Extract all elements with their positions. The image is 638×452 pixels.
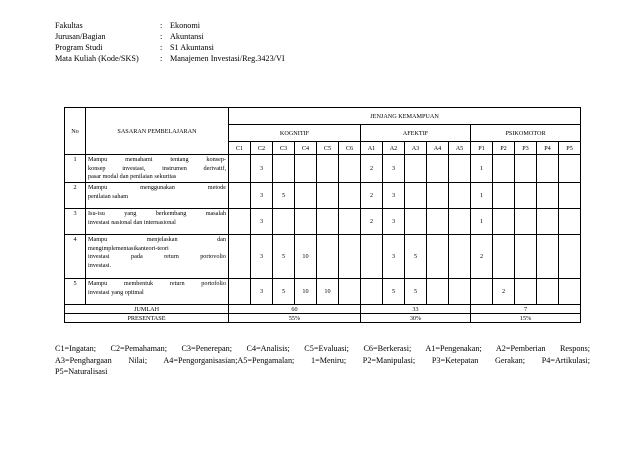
header-jenjang: JENJANG KEMAMPUAN (229, 108, 581, 125)
score-cell (515, 209, 537, 235)
row-sasaran (86, 209, 229, 235)
score-cell (317, 235, 339, 279)
info-colon: : (160, 32, 163, 41)
sasaran-line: Mampu menjelaskan dan (88, 236, 226, 243)
score-cell (515, 155, 537, 183)
score-cell (229, 279, 251, 305)
score-cell (295, 183, 317, 209)
row-sasaran (86, 155, 229, 183)
score-cell: 10 (317, 279, 339, 305)
score-cell (361, 279, 383, 305)
score-cell: 5 (405, 279, 427, 305)
jumlah-label: JUMLAH (65, 305, 229, 314)
score-cell (405, 209, 427, 235)
table-body (65, 155, 581, 305)
header-afektif: AFEKTIF (361, 125, 471, 142)
score-cell (273, 209, 295, 235)
info-value: Ekonomi (170, 21, 201, 30)
score-cell: 2 (361, 155, 383, 183)
score-cell: 2 (493, 279, 515, 305)
header-kognitif: KOGNITIF (229, 125, 361, 142)
score-cell: 2 (471, 235, 493, 279)
info-value: Manajemen Investasi/Reg.3423/VI (170, 54, 285, 63)
sasaran-line: penilaian saham (88, 192, 129, 200)
sasaran-line: Isu-isu yang berkembang masalah (88, 210, 226, 217)
sasaran-line: konsep investasi, instrumen derivatif, (88, 164, 226, 172)
score-cell (449, 235, 471, 279)
score-cell (493, 155, 515, 183)
competency-table (64, 107, 581, 323)
table-row (65, 235, 581, 279)
score-cell: 2 (361, 183, 383, 209)
row-number: 1 (65, 155, 86, 183)
info-row-program (55, 42, 285, 53)
subheader-cell: P5 (559, 142, 581, 155)
score-cell: 10 (295, 279, 317, 305)
subheader-cell: P4 (537, 142, 559, 155)
score-cell: 3 (383, 235, 405, 279)
score-cell (427, 279, 449, 305)
score-cell: 3 (251, 235, 273, 279)
score-cell (515, 183, 537, 209)
score-cell (361, 235, 383, 279)
score-cell (229, 209, 251, 235)
score-cell (559, 235, 581, 279)
legend-line: P5=Naturalisasi (55, 367, 108, 376)
score-cell: 2 (361, 209, 383, 235)
score-cell (559, 155, 581, 183)
score-cell (339, 235, 361, 279)
sasaran-line: investasi pada return portovolio (88, 253, 226, 261)
score-cell (405, 155, 427, 183)
score-cell (471, 279, 493, 305)
score-cell (339, 209, 361, 235)
score-cell (229, 235, 251, 279)
score-cell (295, 155, 317, 183)
info-label: Jurusan/Bagian (55, 32, 106, 41)
score-cell: 5 (273, 279, 295, 305)
score-cell (515, 279, 537, 305)
header-no: No (65, 108, 86, 155)
subheader-cell: C4 (295, 142, 317, 155)
info-row-jurusan (55, 31, 285, 42)
table-row (65, 183, 581, 209)
score-cell (427, 235, 449, 279)
score-cell (317, 183, 339, 209)
score-cell: 3 (251, 183, 273, 209)
subheader-cell: C2 (251, 142, 273, 155)
subheader-cell: C3 (273, 142, 295, 155)
score-cell (559, 183, 581, 209)
score-cell: 3 (383, 183, 405, 209)
table-row (65, 279, 581, 305)
score-cell (493, 209, 515, 235)
score-cell (339, 279, 361, 305)
row-number: 2 (65, 183, 86, 209)
score-cell (449, 279, 471, 305)
score-cell: 3 (383, 155, 405, 183)
subheader-cell: C5 (317, 142, 339, 155)
row-number: 3 (65, 209, 86, 235)
info-row-matakuliah (55, 53, 285, 64)
score-cell (427, 155, 449, 183)
score-cell: 5 (273, 183, 295, 209)
presentase-psikomotor: 15% (471, 314, 581, 323)
presentase-label: PRESENTASE (65, 314, 229, 323)
score-cell (493, 235, 515, 279)
info-value: Akuntansi (170, 32, 204, 41)
row-number: 4 (65, 235, 86, 279)
score-cell (427, 209, 449, 235)
score-cell (229, 183, 251, 209)
score-cell (317, 155, 339, 183)
score-cell: 5 (383, 279, 405, 305)
subheader-cell: C6 (339, 142, 361, 155)
info-label: Program Studi (55, 43, 103, 52)
score-cell (405, 183, 427, 209)
subheader-cell: A2 (383, 142, 405, 155)
presentase-afektif: 30% (361, 314, 471, 323)
presentase-kognitif: 55% (229, 314, 361, 323)
score-cell (559, 209, 581, 235)
info-label: Fakultas (55, 21, 83, 30)
row-number: 5 (65, 279, 86, 305)
score-cell (273, 155, 295, 183)
score-cell (449, 183, 471, 209)
score-cell (537, 209, 559, 235)
info-label: Mata Kuliah (Kode/SKS) (55, 54, 139, 63)
score-cell: 1 (471, 183, 493, 209)
score-cell: 5 (405, 235, 427, 279)
legend-line: C1=Ingatan; C2=Pemahaman; C3=Penerepan; C4=Analisis; C5=Evaluasi; C6=Berkerasi; A1=Pengenakan; A2=Pemberian Respons; (55, 344, 590, 353)
score-cell: 3 (251, 279, 273, 305)
score-cell: 1 (471, 209, 493, 235)
score-cell (229, 155, 251, 183)
subheader-cell: A1 (361, 142, 383, 155)
jumlah-psikomotor: 7 (471, 305, 581, 314)
sasaran-line: Mampu memahami tentang konsep- (88, 156, 226, 163)
row-sasaran (86, 235, 229, 279)
sasaran-line: mengimplementasikanteori-teori (88, 244, 169, 252)
sasaran-line: Mampu membentuk return portofolio (88, 280, 226, 287)
score-cell (449, 209, 471, 235)
jumlah-afektif: 33 (361, 305, 471, 314)
subheader-cell: P2 (493, 142, 515, 155)
score-cell: 3 (251, 209, 273, 235)
score-cell (317, 209, 339, 235)
header-psikomotor: PSIKOMOTOR (471, 125, 581, 142)
score-cell (295, 209, 317, 235)
info-colon: : (160, 21, 163, 30)
sasaran-line: investasi nasional dan internasional (88, 218, 176, 226)
score-cell (537, 183, 559, 209)
score-cell: 10 (295, 235, 317, 279)
subheader-cell: A5 (449, 142, 471, 155)
score-cell (339, 155, 361, 183)
subheader-cell: A3 (405, 142, 427, 155)
score-cell (493, 183, 515, 209)
score-cell (449, 155, 471, 183)
score-cell (339, 183, 361, 209)
sasaran-line: Mampu menggunakan metode (88, 184, 226, 191)
course-info (55, 20, 285, 64)
info-value: S1 Akuntansi (170, 43, 214, 52)
header-sasaran: SASARAN PEMBELAJARAN (86, 108, 229, 155)
score-cell (537, 279, 559, 305)
score-cell (537, 235, 559, 279)
sasaran-line: investasi. (88, 261, 112, 269)
subheader-cell: A4 (427, 142, 449, 155)
subheader-cell: C1 (229, 142, 251, 155)
score-cell: 3 (251, 155, 273, 183)
row-sasaran (86, 183, 229, 209)
table-row (65, 155, 581, 183)
score-cell: 1 (471, 155, 493, 183)
score-cell (515, 235, 537, 279)
row-sasaran (86, 279, 229, 305)
subheader-cell: P3 (515, 142, 537, 155)
legend (55, 343, 590, 378)
info-colon: : (160, 43, 163, 52)
table-row (65, 209, 581, 235)
info-row-fakultas (55, 20, 285, 31)
info-colon: : (160, 54, 163, 63)
score-cell: 5 (273, 235, 295, 279)
legend-line: A3=Penghargaan Nilai; A4=Pengorganisasian;A5=Pengamalan; 1=Meniru; P2=Manipulasi; P3=Ketepatan Gerakan; P4=Artikulasi; (55, 355, 590, 365)
sasaran-line: pasar modal dan penilaian sekuritas (88, 173, 177, 181)
score-cell (427, 183, 449, 209)
score-cell: 3 (383, 209, 405, 235)
jumlah-kognitif: 60 (229, 305, 361, 314)
score-cell (559, 279, 581, 305)
score-cell (537, 155, 559, 183)
subheader-cell: P1 (471, 142, 493, 155)
sasaran-line: investasi yang optimal (88, 288, 144, 296)
